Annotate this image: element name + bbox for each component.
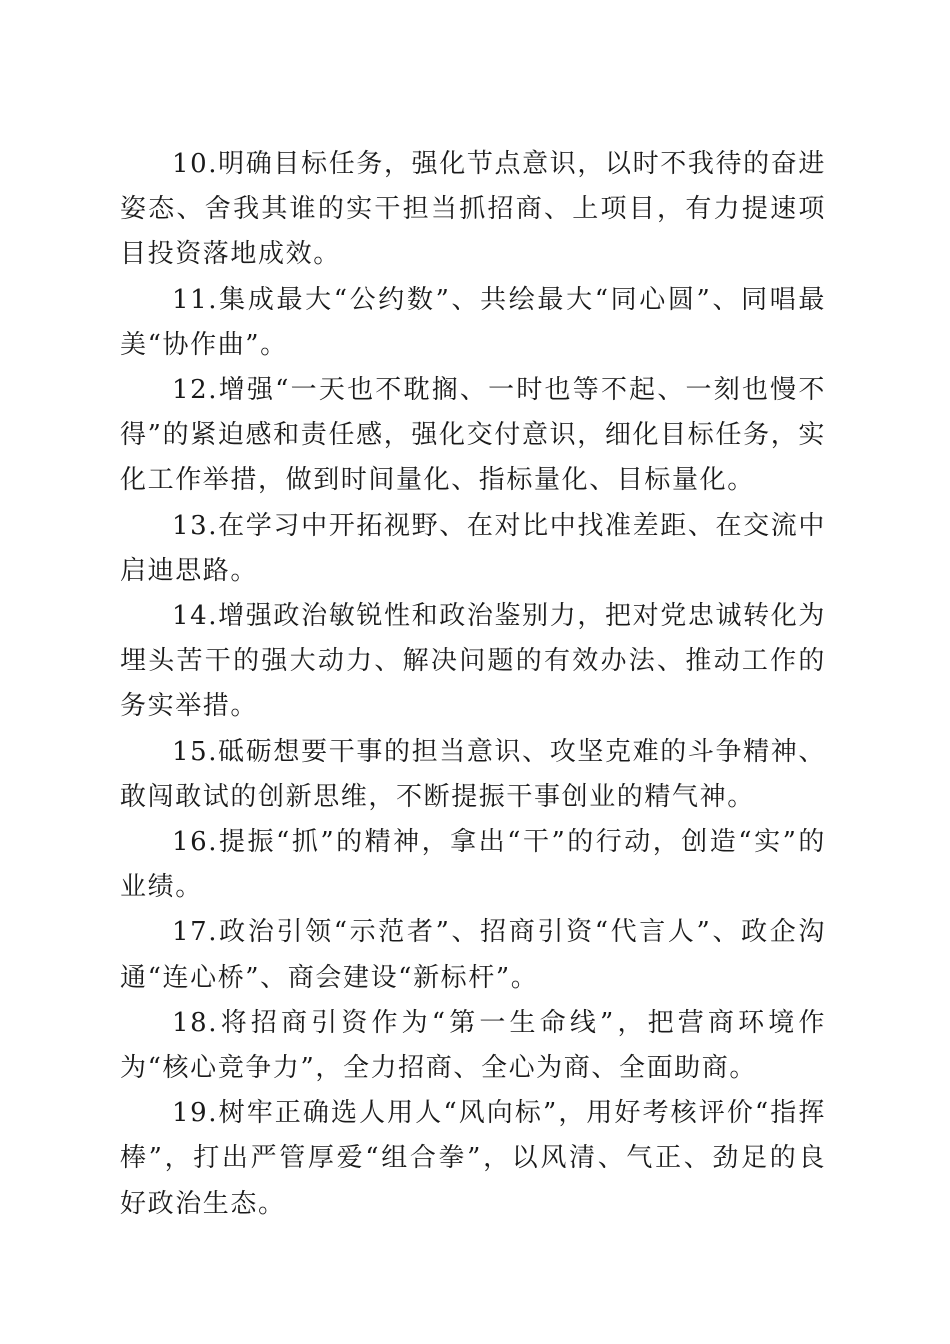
document-body xyxy=(120,142,826,1227)
paragraph-13: 13.在学习中开拓视野、在对比中找准差距、在交流中启迪思路。 xyxy=(120,510,826,586)
paragraph-19: 19.树牢正确选人用人“风向标”，用好考核评价“指挥棒”，打出严管厚爱“组合拳”，以风清、气正、劲足的良好政治生态。 xyxy=(120,1098,826,1219)
paragraph-12: 12.增强“一天也不耽搁、一时也等不起、一刻也慢不得”的紧迫感和责任感，强化交付意识，细化目标任务，实化工作举措，做到时间量化、指标量化、目标量化。 xyxy=(120,375,826,496)
paragraph-16: 16.提振“抓”的精神，拿出“干”的行动，创造“实”的业绩。 xyxy=(120,827,826,903)
paragraph-10: 10.明确目标任务，强化节点意识，以时不我待的奋进姿态、舍我其谁的实干担当抓招商、上项目，有力提速项目投资落地成效。 xyxy=(120,149,826,270)
paragraph-18: 18.将招商引资作为“第一生命线”，把营商环境作为“核心竞争力”，全力招商、全心为商、全面助商。 xyxy=(120,1007,826,1084)
paragraph-14: 14.增强政治敏锐性和政治鉴别力，把对党忠诚转化为埋头苦干的强大动力、解决问题的有效办法、推动工作的务实举措。 xyxy=(120,601,826,722)
paragraph-15: 15.砥砺想要干事的担当意识、攻坚克难的斗争精神、敢闯敢试的创新思维，不断提振干事创业的精气神。 xyxy=(120,736,826,812)
paragraph-11: 11.集成最大“公约数”、共绘最大“同心圆”、同唱最美“协作曲”。 xyxy=(120,284,826,360)
paragraph-17: 17.政治引领“示范者”、招商引资“代言人”、政企沟通“连心桥”、商会建设“新标杆”。 xyxy=(120,917,826,993)
